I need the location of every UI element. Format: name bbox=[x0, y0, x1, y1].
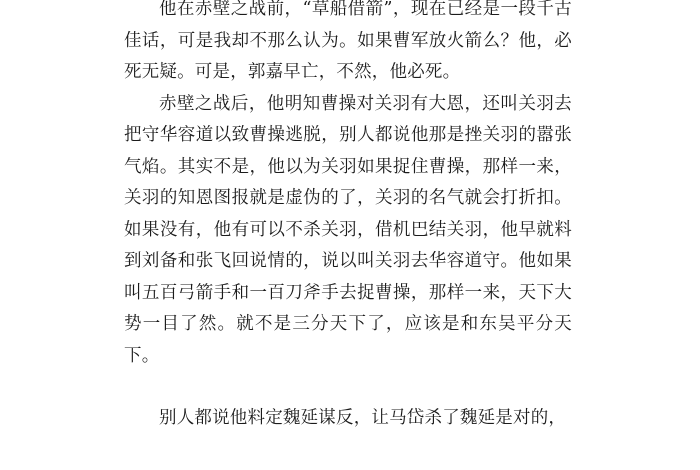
document-body bbox=[124, 0, 572, 435]
paragraph-gap bbox=[124, 372, 572, 403]
paragraph-1: 他在赤壁之战前，“草船借箭”，现在已经是一段千古佳话，可是我却不那么认为。如果曹军放火箭么？他，必死无疑。可是，郭嘉早亡，不然，他必死。 bbox=[124, 0, 572, 82]
paragraph-2: 赤壁之战后，他明知曹操对关羽有大恩，还叫关羽去把守华容道以致曹操逃脱，别人都说他那是挫关羽的嚣张气焰。其实不是，他以为关羽如果捉住曹操，那样一来，关羽的知恩图报就是虚伪的了，关羽的名气就会打折扣。如果没有，他有可以不杀关羽，借机巴结关羽，他早就料到刘备和张飞回说情的，说以叫关羽去华容道守。他如果叫五百弓箭手和一百刀斧手去捉曹操，那样一来，天下大势一目了然。就不是三分天下了，应该是和东吴平分天下。 bbox=[124, 93, 572, 366]
paragraph-3: 别人都说他料定魏延谋反，让马岱杀了魏延是对的， bbox=[159, 408, 567, 428]
